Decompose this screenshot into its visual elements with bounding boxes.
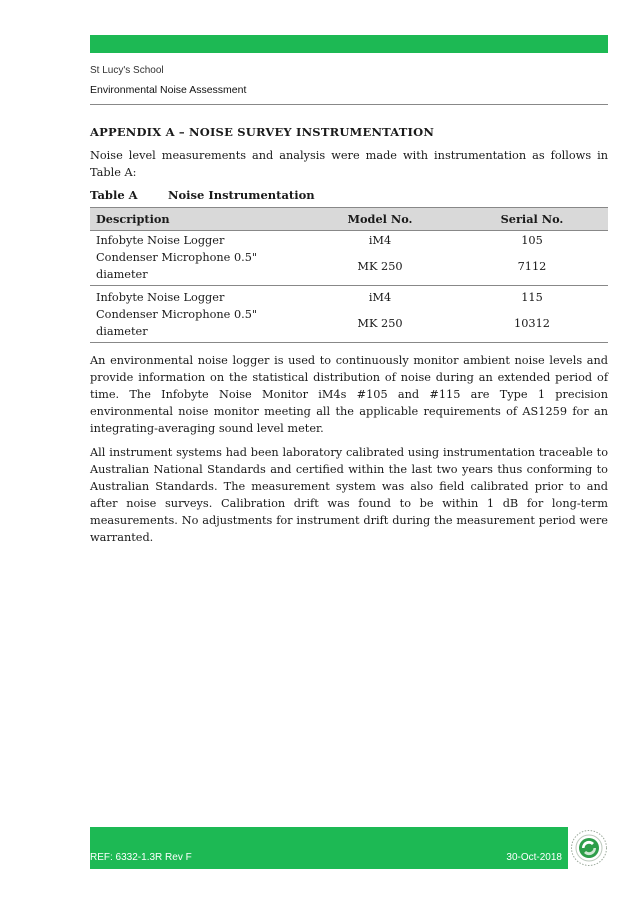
cell-description: Infobyte Noise Logger	[96, 233, 225, 247]
cell-serial: 7112	[456, 249, 608, 286]
table-caption-title: Noise Instrumentation	[168, 188, 315, 202]
header-divider	[90, 104, 608, 105]
col-model: Model No.	[304, 208, 456, 231]
cell-model: iM4	[368, 290, 392, 304]
col-serial: Serial No.	[456, 208, 608, 231]
intro-paragraph: Noise level measurements and analysis were made with instrumentation as follows in Table A:	[90, 149, 608, 179]
page-content	[90, 124, 608, 553]
instrumentation-table	[90, 207, 608, 343]
table-header-row	[90, 208, 608, 231]
company-logo-icon	[570, 829, 608, 867]
body-paragraph-logger: An environmental noise logger is used to continuously monitor ambient noise levels and provide information on the statistical distribution of noise during an extended period of time. The Infobyte Noise Monitor iM4s #105 and #115 are Type 1 precision environmental noise monitor meeting all the applicable requirements of AS1259 for an integrating-averaging sound level meter.	[90, 354, 608, 435]
cell-serial: 115	[521, 290, 543, 304]
cell-description: Condenser Microphone 0.5" diameter	[90, 249, 304, 286]
body-paragraph-calibration: All instrument systems had been laboratory calibrated using instrumentation traceable to Australian National Standards and certified within the last two years thus conforming to Australian Standards. The measurement system was also field calibrated prior to and after noise surveys. Calibration drift was found to be within 1 dB for long-term measurements. No adjustments for instrument drift during the measurement period were warranted.	[90, 446, 608, 544]
table-row	[90, 306, 608, 343]
cell-model: MK 250	[304, 306, 456, 343]
cell-model: iM4	[368, 233, 392, 247]
appendix-title: APPENDIX A – NOISE SURVEY INSTRUMENTATION	[90, 125, 435, 139]
cell-serial: 10312	[456, 306, 608, 343]
table-caption	[90, 187, 608, 204]
header-report-title: Environmental Noise Assessment	[90, 84, 247, 96]
table-row	[90, 286, 608, 307]
table-row	[90, 231, 608, 250]
cell-description: Condenser Microphone 0.5" diameter	[90, 306, 304, 343]
footer-date: 30-Oct-2018	[506, 852, 562, 863]
col-description: Description	[90, 208, 304, 231]
cell-serial: 105	[521, 233, 543, 247]
table-row	[90, 249, 608, 286]
header-green-bar	[90, 35, 608, 53]
header-school-name: St Lucy's School	[90, 65, 164, 76]
footer-bar	[90, 827, 568, 869]
cell-model: MK 250	[304, 249, 456, 286]
table-caption-number: Table A	[90, 188, 138, 202]
footer-reference: REF: 6332-1.3R Rev F	[90, 852, 192, 863]
cell-description: Infobyte Noise Logger	[96, 290, 225, 304]
